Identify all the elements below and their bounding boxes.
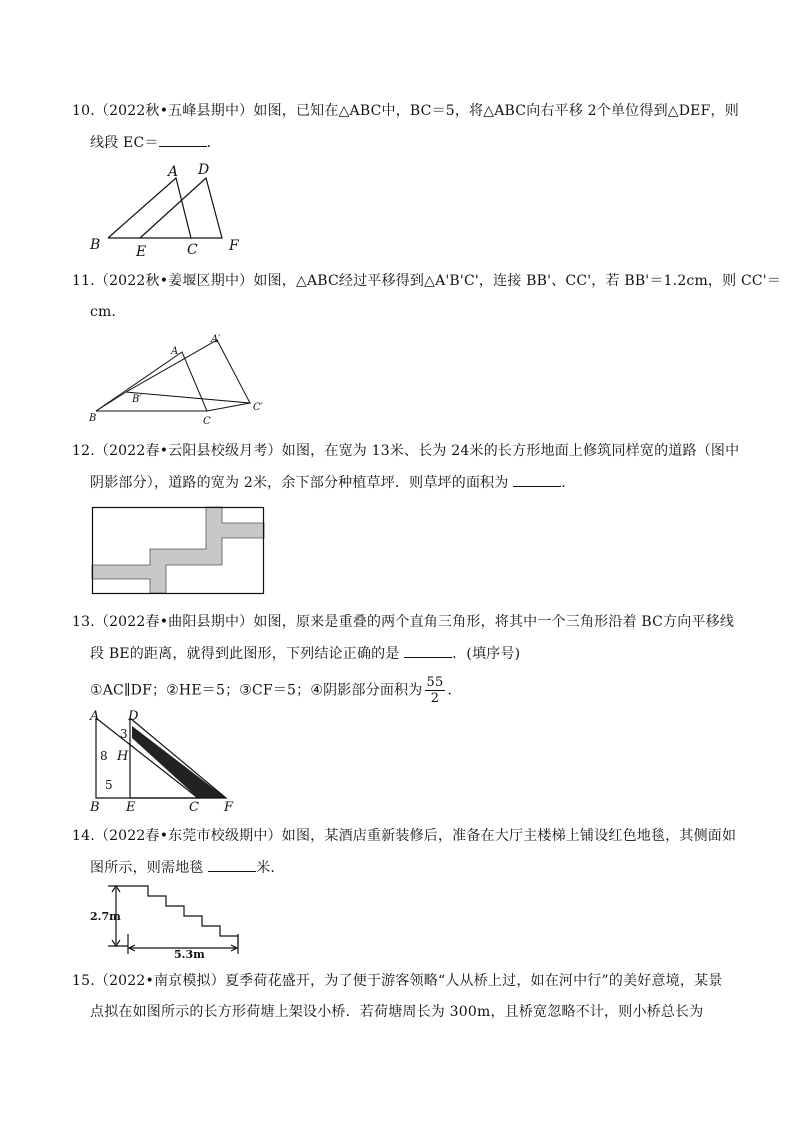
q10-label-C: C <box>187 242 198 258</box>
q14-number: 14. <box>72 828 95 844</box>
q12-line2 <box>90 472 575 493</box>
q11-label-B1: B′ <box>132 394 142 405</box>
q10-text: 如图，已知在△ABC中，BC＝5，将△ABC向右平移 2个单位得到△DEF，则 <box>253 103 739 119</box>
q13-options-text: ①AC∥DF；②HE＝5；③CF＝5；④阴影部分面积为 <box>90 682 423 699</box>
q14-source: （2022春•东莞市校级期中） <box>94 828 282 844</box>
q13-label-E: E <box>126 800 136 815</box>
q13-label-D: D <box>128 709 139 724</box>
q13-num-8: 8 <box>100 749 108 763</box>
q10-label-A: A <box>168 164 179 180</box>
q12-answer-blank[interactable] <box>513 472 561 487</box>
q11-label-C: C <box>203 416 211 427</box>
q13-fraction <box>425 675 446 706</box>
q11-line1 <box>72 271 781 291</box>
q13-frac-den: 2 <box>430 691 440 706</box>
q14-text: 如图，某酒店重新装修后，准备在大厅主楼梯上铺设红色地毯，其侧面如 <box>281 828 737 844</box>
q13-line2-text: 段 BE的距离，就得到此图形，下列结论正确的是 <box>90 646 405 662</box>
q10-label-D: D <box>198 162 210 178</box>
q10-label-B: B <box>90 237 101 253</box>
q14-line2-suffix: 米． <box>256 860 285 876</box>
q10-line1 <box>72 101 739 121</box>
q13-label-H: H <box>117 749 129 764</box>
q11-label-A1: A′ <box>211 334 221 345</box>
q12-line2-text: 阴影部分），道路的宽为 2米，余下部分种植草坪．则草坪的面积为 <box>90 475 514 491</box>
q10-figure <box>88 160 248 260</box>
q10-label-F: F <box>229 238 239 254</box>
q10-answer-blank[interactable] <box>159 132 207 147</box>
q15-line2 <box>90 1002 703 1022</box>
q13-num-5: 5 <box>105 778 113 792</box>
q10-line2-suffix: . <box>206 135 212 151</box>
q13-source: （2022春•曲阳县期中） <box>94 614 254 630</box>
q13-figure <box>88 708 248 814</box>
q11-label-A: A <box>171 346 179 357</box>
q13-shaded <box>132 726 226 798</box>
q13-answer-blank[interactable] <box>404 643 452 658</box>
q12-number: 12. <box>72 443 95 459</box>
q11-figure <box>88 332 278 432</box>
q14-answer-blank[interactable] <box>208 857 256 872</box>
q15-number: 15. <box>72 973 95 989</box>
q13-options-suffix: ． <box>447 682 462 699</box>
q10-source: （2022秋•五峰县期中） <box>94 103 254 119</box>
q13-line2 <box>90 643 520 664</box>
q12-line2-suffix: ． <box>561 475 576 491</box>
q13-label-B: B <box>90 800 100 815</box>
q11-label-B: B <box>89 413 97 424</box>
q11-text: 如图，△ABC经过平移得到△A'B'C'，连接 BB'、CC'，若 BB'＝1.2cm，则 CC'＝ <box>253 273 782 289</box>
q13-label-C: C <box>189 800 199 815</box>
q12-figure <box>92 507 264 595</box>
q11-source: （2022秋•姜堰区期中） <box>94 273 254 289</box>
q12-source: （2022春•云阳县校级月考） <box>94 443 282 459</box>
q10-label-E: E <box>136 244 147 260</box>
q13-text: 如图，原来是重叠的两个直角三角形，将其中一个三角形沿着 BC方向平移线 <box>253 614 735 630</box>
q15-line2-text: 点拟在如图所示的长方形荷塘上架设小桥．若荷塘周长为 300m，且桥宽忽略不计，则小桥总长为 <box>90 1004 704 1020</box>
q10-line2-text: 线段 EC＝ <box>90 135 159 151</box>
q14-width-label: 5.3m <box>174 948 205 961</box>
q11-line2 <box>90 302 126 322</box>
q13-line2-suffix: ．(填序号) <box>452 646 521 662</box>
q12-road <box>92 507 264 593</box>
q13-label-F: F <box>224 800 234 815</box>
q15-text: 夏季荷花盛开，为了便于游客领略“人从桥上过，如在河中行”的美好意境，某景 <box>224 973 723 989</box>
q12-text: 如图，在宽为 13米、长为 24米的长方形地面上修筑同样宽的道路（图中 <box>281 443 740 459</box>
q15-source: （2022•南京模拟） <box>94 973 225 989</box>
q11-number: 11. <box>72 273 95 289</box>
q10-line2 <box>90 132 211 153</box>
q14-figure <box>88 882 248 962</box>
q13-number: 13. <box>72 614 95 630</box>
q13-line1 <box>72 612 734 632</box>
q14-line2-text: 图所示，则需地毯 <box>90 860 209 876</box>
q13-num-3: 3 <box>120 727 128 741</box>
q12-line1 <box>72 441 739 461</box>
q14-line2 <box>90 857 285 878</box>
q14-height-label: 2.7m <box>90 910 121 923</box>
q13-label-A: A <box>90 709 100 724</box>
q14-line1 <box>72 826 736 846</box>
q13-frac-num: 55 <box>426 675 444 690</box>
q10-number: 10. <box>72 103 95 119</box>
q11-label-C1: C′ <box>253 402 263 413</box>
q11-line2-text: cm． <box>90 304 126 320</box>
q15-line1 <box>72 971 722 991</box>
q13-options <box>90 675 462 706</box>
